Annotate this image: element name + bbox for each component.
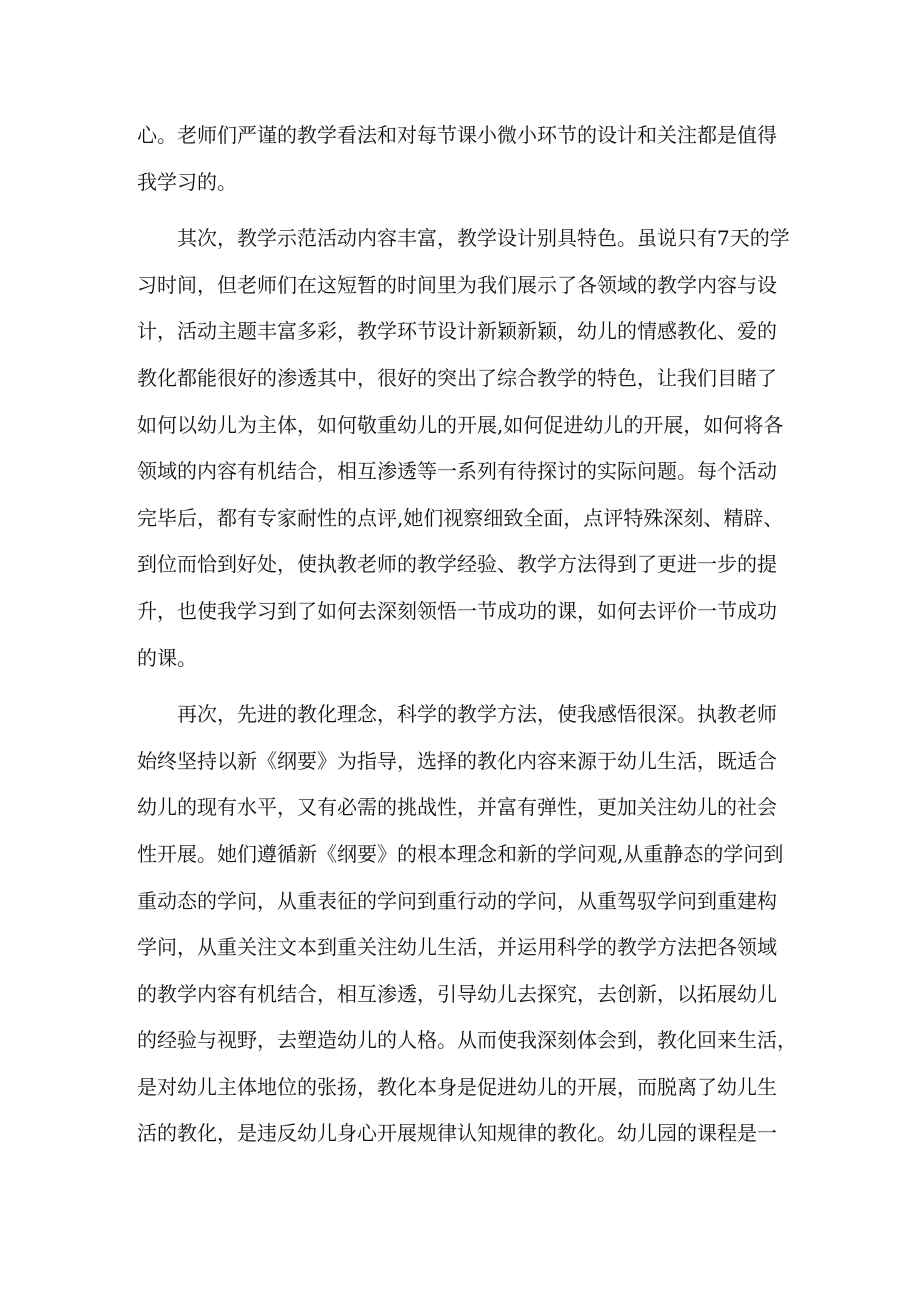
- text-line: 习时间，但老师们在这短暂的时间里为我们展示了各领域的教学内容与设: [137, 272, 777, 297]
- text-line: 完毕后，都有专家耐性的点评,她们视察细致全面，点评特殊深刻、精辟、: [137, 505, 784, 530]
- text-line: 的教学内容有机结合，相互渗透，引导幼儿去探究，去创新，以拓展幼儿: [137, 981, 777, 1006]
- text-line: 心。老师们严谨的教学看法和对每节课小微小环节的设计和关注都是值得: [137, 123, 777, 147]
- text-line: 学问，从重关注文本到重关注幼儿生活，并运用科学的教学方法把各领域: [137, 935, 777, 960]
- text-line: 升，也使我学习到了如何去深刻领悟一节成功的课，如何去评价一节成功: [137, 598, 777, 623]
- text-line: 如何以幼儿为主体，如何敬重幼儿的开展,如何促进幼儿的开展，如何将各: [137, 412, 784, 437]
- text-line: 重动态的学问，从重表征的学问到重行动的学问，从重驾驭学问到重建构: [137, 888, 777, 913]
- text-line: 再次，先进的教化理念，科学的教学方法，使我感悟很深。执教老师: [177, 702, 777, 727]
- text-line: 我学习的。: [137, 169, 237, 194]
- text-line: 领域的内容有机结合，相互渗透等一系列有待探讨的实际问题。每个活动: [137, 459, 777, 484]
- text-line: 幼儿的现有水平，又有必需的挑战性，并富有弹性，更加关注幼儿的社会: [137, 795, 777, 820]
- text-line: 教化都能很好的渗透其中，很好的突出了综合教学的特色，让我们目睹了: [137, 365, 777, 390]
- paragraph-second: [137, 215, 797, 681]
- text-line: 性开展。她们遵循新《纲要》的根本理念和新的学问观,从重静态的学问到: [137, 841, 784, 866]
- text-line: 计，活动主题丰富多彩，教学环节设计新颖新颖，幼儿的情感教化、爱的: [137, 319, 777, 344]
- text-line: 到位而恰到好处，使执教老师的教学经验、教学方法得到了更进一步的提: [137, 552, 777, 577]
- paragraph-continued: [137, 112, 797, 205]
- paragraph-third: [137, 691, 797, 1157]
- text-line: 的课。: [137, 645, 197, 670]
- text-line: 活的教化，是违反幼儿身心开展规律认知规律的教化。幼儿园的课程是一: [137, 1121, 777, 1146]
- text-line: 的经验与视野，去塑造幼儿的人格。从而使我深刻体会到，教化回来生活，: [137, 1028, 797, 1053]
- document-body: [137, 112, 797, 1157]
- text-line: 其次，教学示范活动内容丰富，教学设计别具特色。虽说只有7天的学: [177, 226, 790, 251]
- text-line: 始终坚持以新《纲要》为指导，选择的教化内容来源于幼儿生活，既适合: [137, 748, 777, 773]
- text-line: 是对幼儿主体地位的张扬，教化本身是促进幼儿的开展，而脱离了幼儿生: [137, 1074, 777, 1099]
